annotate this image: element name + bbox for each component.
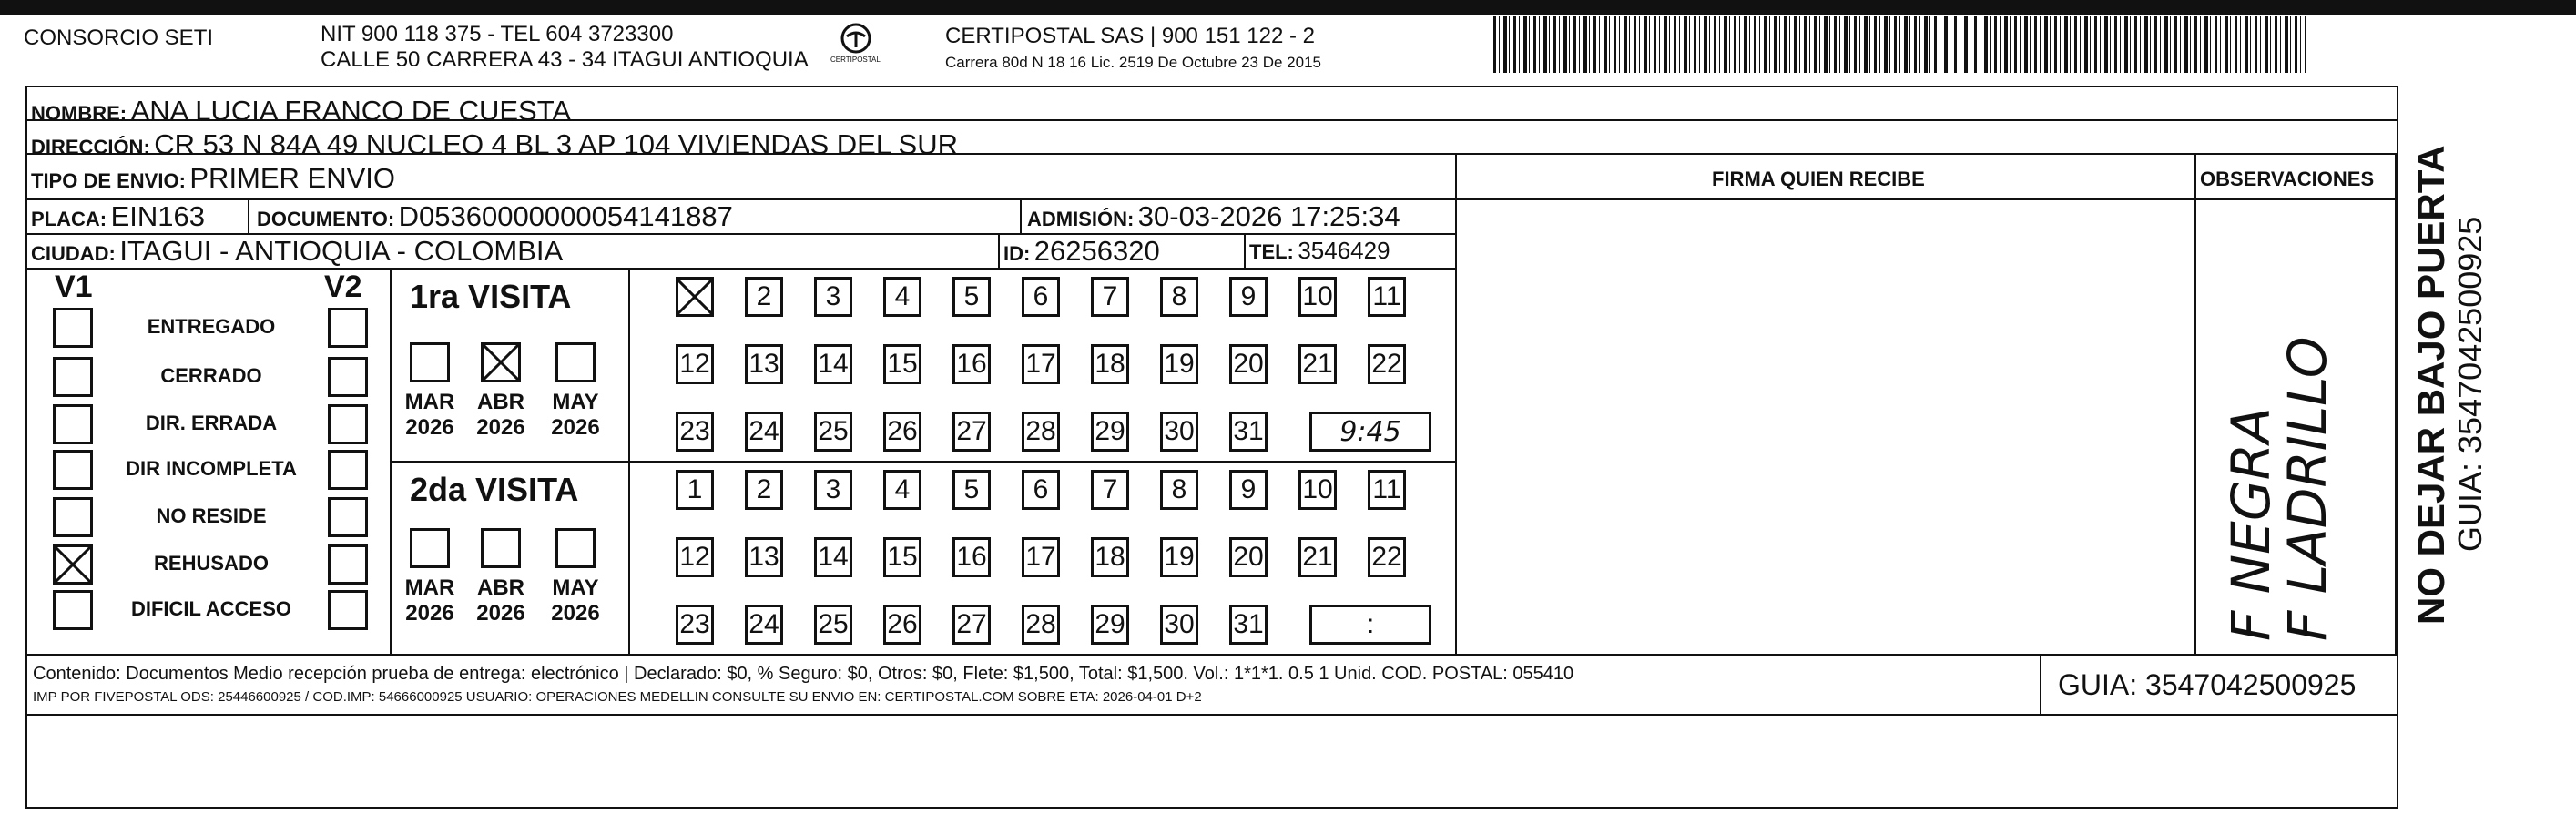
day-box[interactable]: [1160, 412, 1198, 452]
day-box[interactable]: [1091, 277, 1129, 317]
day-box[interactable]: [1091, 344, 1129, 384]
status-label: NO RESIDE: [156, 504, 267, 527]
day-box[interactable]: [1229, 277, 1268, 317]
day-number: 26: [887, 416, 918, 446]
day-number: 18: [1095, 349, 1125, 379]
day-number: 24: [748, 416, 779, 446]
placa-value: EIN163: [110, 200, 205, 232]
barcode: [1493, 16, 2306, 73]
day-number: 30: [1164, 609, 1195, 639]
day-box[interactable]: [676, 605, 714, 645]
day-number: 16: [956, 542, 987, 572]
v1-status-checkbox[interactable]: [53, 590, 93, 630]
month-year: 2026: [405, 601, 454, 626]
day-box[interactable]: [814, 537, 852, 577]
status-label: DIR. ERRADA: [145, 412, 278, 434]
tipo-envio-value: PRIMER ENVIO: [189, 162, 396, 194]
day-number: 19: [1164, 542, 1195, 572]
day-box[interactable]: [676, 537, 714, 577]
day-box[interactable]: [952, 470, 991, 510]
footer-guia: GUIA: 3547042500925: [2058, 668, 2357, 701]
day-number: 11: [1372, 474, 1401, 504]
day-box[interactable]: [1091, 605, 1129, 645]
v1-status-checkbox[interactable]: [53, 450, 93, 490]
day-box[interactable]: [952, 537, 991, 577]
day-number: 17: [1025, 542, 1056, 572]
v1-status-checkbox[interactable]: [53, 308, 93, 348]
day-number: 15: [887, 349, 918, 379]
documento-value: D05360000000054141887: [398, 200, 733, 232]
day-number: 8: [1171, 474, 1187, 504]
day-number: 20: [1233, 542, 1264, 572]
month-year: 2026: [551, 601, 600, 626]
day-box[interactable]: [745, 277, 783, 317]
day-number: 10: [1302, 474, 1333, 504]
day-number: 24: [748, 609, 779, 639]
day-box[interactable]: [1022, 605, 1060, 645]
day-number: 5: [963, 474, 980, 504]
month-checkbox[interactable]: [555, 342, 596, 382]
day-number: 22: [1371, 542, 1402, 572]
day-number: 22: [1371, 349, 1402, 379]
day-number: 6: [1033, 281, 1049, 311]
day-number: 17: [1025, 349, 1056, 379]
v1-status-checkbox[interactable]: [53, 544, 93, 585]
day-number: 21: [1302, 349, 1333, 379]
admision-label: ADMISIÓN:: [1027, 208, 1135, 230]
day-box[interactable]: [814, 605, 852, 645]
day-box[interactable]: [952, 605, 991, 645]
contenido-text: Contenido: Documentos Medio recepción prueba de entrega: electrónico | Declarado: $0, % Seguro: $0, Otros: $0, Flete: $1,500, Total: $1,500. Vol.: 1*1*1. 0.5 1 Unid. COD. POSTAL: 055410: [33, 664, 1574, 684]
day-number: 23: [679, 609, 710, 639]
column-divider: [2395, 153, 2397, 654]
column-divider: [1455, 153, 1457, 654]
month-checkbox[interactable]: [410, 528, 450, 568]
day-box[interactable]: [745, 412, 783, 452]
day-number: 4: [894, 281, 911, 311]
column-divider: [1244, 233, 1246, 268]
day-box[interactable]: [1160, 537, 1198, 577]
day-box[interactable]: [1022, 412, 1060, 452]
month-checkbox[interactable]: [555, 528, 596, 568]
status-label: ENTREGADO: [147, 315, 276, 338]
day-box[interactable]: [1160, 277, 1198, 317]
imp-text: IMP POR FIVEPOSTAL ODS: 25446600925 / COD.IMP: 54666000925 USUARIO: OPERACIONES MEDELLIN CONSULTE SU ENVIO EN: CERTIPOSTAL.COM SOBRE ETA: 2026-04-01 D+2: [33, 689, 1202, 705]
day-number: 3: [825, 474, 841, 504]
day-box[interactable]: [952, 344, 991, 384]
firma-header: FIRMA QUIEN RECIBE: [1712, 168, 1925, 190]
v2-status-checkbox[interactable]: [328, 404, 368, 444]
nombre-value: ANA LUCIA FRANCO DE CUESTA: [130, 95, 572, 127]
day-box[interactable]: [1298, 470, 1337, 510]
time-value: 9:45: [1339, 415, 1401, 448]
v2-status-checkbox[interactable]: [328, 544, 368, 585]
month-name: ABR: [477, 575, 524, 600]
day-box[interactable]: [676, 277, 714, 317]
v1-status-checkbox[interactable]: [53, 497, 93, 537]
placa-field: [31, 202, 205, 230]
side-title: NO DEJAR BAJO PUERTA: [2409, 145, 2452, 625]
day-number: 2: [756, 474, 772, 504]
id-value: 26256320: [1033, 235, 1160, 267]
month-year: 2026: [476, 415, 525, 440]
day-box[interactable]: [1368, 537, 1406, 577]
month-checkbox[interactable]: [481, 528, 521, 568]
day-number: 29: [1095, 609, 1125, 639]
admision-value: 30-03-2026 17:25:34: [1137, 200, 1400, 232]
day-number: 16: [956, 349, 987, 379]
day-number: 25: [818, 609, 849, 639]
month-name: MAR: [404, 575, 455, 600]
nombre-label: NOMBRE:: [31, 102, 127, 125]
courier-name: CERTIPOSTAL SAS | 900 151 122 - 2: [945, 24, 1315, 48]
day-number: 30: [1164, 416, 1195, 446]
v1-status-checkbox[interactable]: [53, 357, 93, 397]
courier-license: Carrera 80d N 18 16 Lic. 2519 De Octubre 23 De 2015: [945, 54, 1321, 71]
day-number: 19: [1164, 349, 1195, 379]
v2-status-checkbox[interactable]: [328, 590, 368, 630]
day-box[interactable]: [883, 470, 921, 510]
tel-field: [1249, 239, 1390, 262]
month-name: ABR: [477, 390, 524, 414]
v1-status-checkbox[interactable]: [53, 404, 93, 444]
month-checkbox[interactable]: [410, 342, 450, 382]
day-box[interactable]: [1022, 537, 1060, 577]
day-box[interactable]: [883, 344, 921, 384]
day-number: 18: [1095, 542, 1125, 572]
row-divider: [25, 268, 1455, 270]
day-box[interactable]: [883, 605, 921, 645]
month-year: 2026: [476, 601, 525, 626]
top-edge-band: [0, 0, 2576, 15]
day-number: 9: [1240, 281, 1257, 311]
ciudad-value: ITAGUI - ANTIOQUIA - COLOMBIA: [119, 235, 564, 267]
day-number: 4: [894, 474, 911, 504]
day-number: 29: [1095, 416, 1125, 446]
day-number: 12: [679, 349, 710, 379]
placa-label: PLACA:: [31, 208, 107, 230]
day-box[interactable]: [1091, 412, 1129, 452]
day-number: 12: [679, 542, 710, 572]
day-number: 11: [1372, 281, 1401, 311]
day-number: 28: [1025, 609, 1056, 639]
day-box[interactable]: [1298, 344, 1337, 384]
v2-status-checkbox[interactable]: [328, 308, 368, 348]
day-box[interactable]: [1022, 344, 1060, 384]
day-box[interactable]: [676, 470, 714, 510]
documento-label: DOCUMENTO:: [257, 208, 395, 230]
day-box[interactable]: [1160, 605, 1198, 645]
day-number: 1: [687, 474, 703, 504]
day-box[interactable]: [1368, 470, 1406, 510]
day-box[interactable]: [883, 277, 921, 317]
day-number: 27: [956, 416, 987, 446]
day-box[interactable]: [883, 412, 921, 452]
month-checkbox[interactable]: [481, 342, 521, 382]
month-name: MAY: [552, 575, 599, 600]
ciudad-label: CIUDAD:: [31, 242, 116, 265]
day-box[interactable]: [1368, 344, 1406, 384]
month-name: MAR: [404, 390, 455, 414]
id-label: ID:: [1003, 242, 1031, 265]
time-box[interactable]: [1309, 412, 1431, 452]
day-box[interactable]: [745, 470, 783, 510]
day-number: 14: [818, 542, 849, 572]
day-number: 14: [818, 349, 849, 379]
day-box[interactable]: [952, 277, 991, 317]
column-divider: [2194, 153, 2196, 654]
day-box[interactable]: [1160, 344, 1198, 384]
day-box[interactable]: [883, 537, 921, 577]
second-visit-title: 2da VISITA: [410, 471, 579, 508]
company-name: CONSORCIO SETI: [24, 25, 214, 50]
day-box[interactable]: [1091, 537, 1129, 577]
day-number: 15: [887, 542, 918, 572]
v2-status-checkbox[interactable]: [328, 450, 368, 490]
day-box[interactable]: [1229, 605, 1268, 645]
direccion-field: [31, 130, 958, 158]
id-field: [1003, 237, 1160, 265]
day-box[interactable]: [1298, 537, 1337, 577]
month-year: 2026: [405, 415, 454, 440]
time-box[interactable]: [1309, 605, 1431, 645]
day-number: 31: [1233, 609, 1264, 639]
v1-label: V1: [55, 270, 93, 304]
day-box[interactable]: [1229, 537, 1268, 577]
tipo-envio-field: [31, 164, 395, 192]
documento-field: [257, 202, 733, 230]
status-label: CERRADO: [160, 364, 262, 387]
column-divider: [2040, 654, 2041, 714]
day-box[interactable]: [1229, 412, 1268, 452]
first-visit-title: 1ra VISITA: [410, 278, 572, 315]
status-label: DIFICIL ACCESO: [130, 597, 291, 620]
company-address: CALLE 50 CARRERA 43 - 34 ITAGUI ANTIOQUIA: [321, 47, 809, 72]
side-guia: GUIA: 3547042500925: [2451, 216, 2489, 552]
time-value: :: [1366, 609, 1375, 639]
day-box[interactable]: [676, 344, 714, 384]
day-box[interactable]: [1229, 470, 1268, 510]
day-number: 8: [1171, 281, 1187, 311]
column-divider: [248, 198, 249, 233]
tel-label: TEL:: [1249, 240, 1294, 263]
day-box[interactable]: [814, 344, 852, 384]
day-number: 31: [1233, 416, 1264, 446]
ciudad-field: [31, 237, 563, 265]
day-number: 7: [1102, 281, 1118, 311]
day-box[interactable]: [676, 412, 714, 452]
v2-label: V2: [324, 270, 362, 304]
visit-divider: [390, 461, 1457, 463]
day-number: 13: [748, 542, 779, 572]
logo-text: CERTIPOSTAL: [830, 56, 881, 64]
status-label: REHUSADO: [154, 552, 269, 575]
day-number: 2: [756, 281, 772, 311]
day-box[interactable]: [1091, 470, 1129, 510]
certipostal-logo: [830, 20, 881, 73]
direccion-value: CR 53 N 84A 49 NUCLEO 4 BL 3 AP 104 VIVIENDAS DEL SUR: [154, 128, 959, 160]
day-number: 6: [1033, 474, 1049, 504]
day-number: 25: [818, 416, 849, 446]
tel-value: 3546429: [1298, 237, 1390, 264]
admision-field: [1027, 202, 1400, 230]
nombre-field: [31, 97, 571, 125]
day-box[interactable]: [1022, 470, 1060, 510]
column-divider: [1020, 198, 1022, 233]
day-box[interactable]: [814, 277, 852, 317]
observaciones-header: OBSERVACIONES: [2200, 168, 2375, 190]
day-number: 7: [1102, 474, 1118, 504]
direccion-label: DIRECCIÓN:: [31, 136, 150, 158]
tipo-envio-label: TIPO DE ENVIO:: [31, 169, 186, 192]
day-number: 13: [748, 349, 779, 379]
day-number: 21: [1302, 542, 1333, 572]
day-box[interactable]: [952, 412, 991, 452]
day-number: 27: [956, 609, 987, 639]
day-number: 26: [887, 609, 918, 639]
company-nit: NIT 900 118 375 - TEL 604 3723300: [321, 22, 674, 46]
status-label: DIR INCOMPLETA: [126, 457, 297, 480]
day-box[interactable]: [1022, 277, 1060, 317]
day-box[interactable]: [1368, 277, 1406, 317]
day-number: 5: [963, 281, 980, 311]
day-box[interactable]: [745, 344, 783, 384]
month-year: 2026: [551, 415, 600, 440]
day-box[interactable]: [745, 605, 783, 645]
day-box[interactable]: [1229, 344, 1268, 384]
day-box[interactable]: [745, 537, 783, 577]
v2-status-checkbox[interactable]: [328, 357, 368, 397]
day-number: 3: [825, 281, 841, 311]
handwritten-note-2: F LADRILLO: [2276, 336, 2338, 641]
day-number: 28: [1025, 416, 1056, 446]
day-box[interactable]: [814, 412, 852, 452]
day-box[interactable]: [1160, 470, 1198, 510]
row-divider: [25, 714, 2397, 716]
day-number: 23: [679, 416, 710, 446]
day-number: 9: [1240, 474, 1257, 504]
day-box[interactable]: [1298, 277, 1337, 317]
v2-status-checkbox[interactable]: [328, 497, 368, 537]
day-box[interactable]: [814, 470, 852, 510]
day-number: 20: [1233, 349, 1264, 379]
day-number: 10: [1302, 281, 1333, 311]
column-divider: [998, 233, 1000, 268]
month-name: MAY: [552, 390, 599, 414]
handwritten-note-1: F NEGRA: [2220, 407, 2282, 641]
